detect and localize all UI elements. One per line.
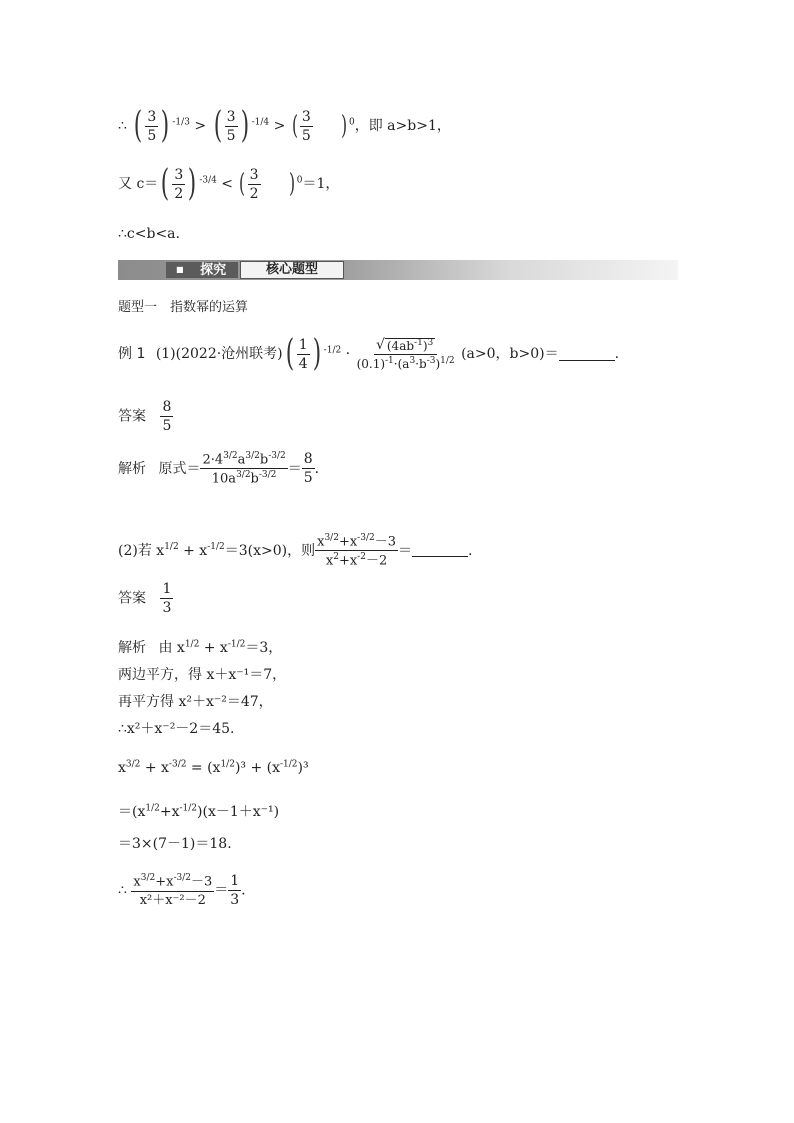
fraction: $\frac{3}{2}$ xyxy=(249,166,259,202)
solution-2-line-1: 解析 由 $x^{1/2} + x^{-1/2}=3$， xyxy=(118,639,283,656)
part-2: (2)若 $x^{1/2} + x^{-1/2}=3(x>0)$，则 $\frac{x^{3/2}+x^{-3/2}-3}{x^2+x^{-2}-2}$ ＝ . xyxy=(118,533,473,569)
fraction: $\frac{3}{5}$ xyxy=(226,108,236,144)
solution-2-line-2: 两边平方，得 x＋x⁻¹＝7， xyxy=(118,667,287,683)
solution-1: 解析 原式＝ $\frac{2\cdot 4^{3/2}a^{3/2}b^{-3/2}}{10a^{3/2}b^{-3/2}}$ ＝ $\frac{8}{5}$ . xyxy=(118,451,320,487)
answer-2: 答案 $\frac{1}{3}$ xyxy=(118,581,172,616)
section-title: 核心题型 xyxy=(240,261,344,279)
exponent: -1/4 xyxy=(251,117,270,128)
intro-line-3: ∴c<b<a. xyxy=(118,226,180,242)
section-tag-explore: ■ 探究 xyxy=(166,262,238,278)
example-label: 例 1 xyxy=(118,346,146,362)
solution-2-line-8: ∴ $\frac{x^{3/2}+x^{-3/2}-3}{\text{x²＋x⁻²－2}}$ ＝ $\frac{1}{3}$ . xyxy=(118,873,246,908)
example-part: (1)(2022·沧州联考) xyxy=(155,346,283,362)
answer-blank xyxy=(412,544,468,557)
fraction: $\frac{3}{5}$ xyxy=(301,108,311,144)
intro-line-1-tail: ，即 a>b>1， xyxy=(354,118,451,134)
solution-2-line-6: $=(x^{1/2}+x^{-1/2})(x-1+x^{-1})$ xyxy=(118,803,280,820)
example-main-fraction: √ $(4ab^{-1})^3$ $(0.1)^{-1}\cdot(a^3\cdot b^{-3})^{1/2}$ xyxy=(356,337,455,371)
exponent: -1/3 xyxy=(172,117,190,128)
solution-2-line-7: ＝3×(7－1)＝18. xyxy=(118,836,232,852)
therefore-symbol: ∴ xyxy=(118,118,127,134)
answer-blank xyxy=(559,348,615,361)
solution-2-line-4: ∴x²＋x⁻²－2＝45. xyxy=(118,721,235,737)
solution-2-line-5: $x^{3/2} + x^{-3/2} = (x^{1/2})^3 + (x^{-1/2})^3$ xyxy=(118,759,309,776)
solution-2-line-3: 再平方得 x²＋x⁻²＝47， xyxy=(118,694,273,710)
exponent: -3/4 xyxy=(199,175,217,186)
type-heading: 题型一 指数幂的运算 xyxy=(118,300,249,315)
fraction: $\frac{3}{5}$ xyxy=(147,108,157,144)
answer-1: 答案 $\frac{8}{5}$ xyxy=(118,399,172,434)
intro-line-1: ∴ ( $\frac{3}{5}$ ) $^{-1/3}$ > ( $\frac{3}{5}$ ) $^{-1/4}$ > ( $\frac{3}{5}$ ) $^0$，即 a>b>1， xyxy=(118,105,451,146)
intro-line-2: 又 c＝( $\frac{3}{2}$ ) $^{-3/4}$ < ( $\frac{3}{2}$ ) $^0$＝1， xyxy=(118,163,340,204)
example-1: 例 1 (1)(2022·沧州联考)( $\frac{1}{4}$ ) $^{-1/2}$ · √ $(4ab^{-1})^3$ $(0.1)^{-1}\cdot(a^3\cdot b^{-3})^{1/2}$ (a>0，b>0)＝ . xyxy=(118,333,620,374)
fraction: $\frac{3}{2}$ xyxy=(174,166,184,202)
square-bullet-icon: ■ xyxy=(176,265,184,274)
